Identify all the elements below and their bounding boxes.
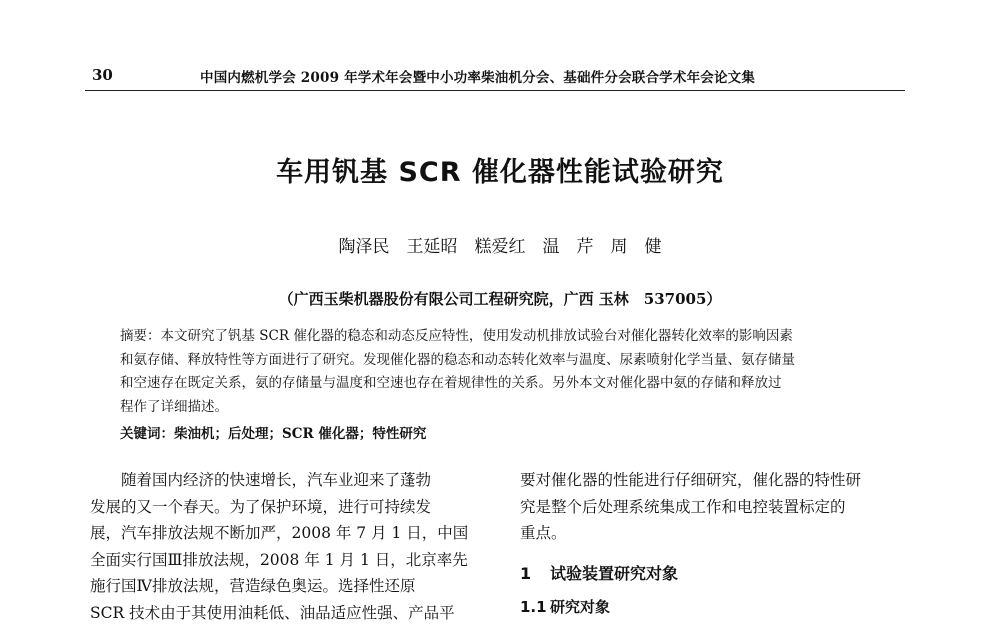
header-rule [85,90,905,91]
subsection-number: 1.1 [520,598,550,616]
body-line: 究是整个后处理系统集成工作和电控装置标定的 [520,494,920,521]
body-left-column [90,467,485,626]
affiliation: （广西玉柴机器股份有限公司工程研究院，广西 玉林 537005） [0,288,1000,309]
body-line: SCR 技术由于其使用油耗低、油品适应性强、产品平 [90,600,485,626]
section-title: 试验装置研究对象 [550,564,678,583]
abstract [120,325,900,419]
subsection-title: 研究对象 [550,598,610,616]
body-line: 展，汽车排放法规不断加严，2008 年 7 月 1 日，中国 [90,520,485,547]
abstract-line: 程作了详细描述。 [120,396,900,420]
body-line: 全面实行国Ⅲ排放法规，2008 年 1 月 1 日，北京率先 [90,547,485,574]
page-number: 30 [92,66,113,84]
author-list: 陶泽民 王延昭 糕爱红 温 芹 周 健 [0,232,1000,257]
body-line: 施行国Ⅳ排放法规，营造绿色奥运。选择性还原 [90,573,485,600]
abstract-line: 和空速存在既定关系，氨的存储量与温度和空速也存在着规律性的关系。另外本文对催化器中氨的存储和释放过 [120,372,900,396]
abstract-line: 和氨存储、释放特性等方面进行了研究。发现催化器的稳态和动态转化效率与温度、尿素喷射化学当量、氨存储量 [120,349,900,373]
running-header: 中国内燃机学会 2009 年学术年会暨中小功率柴油机分会、基础件分会联合学术年会论文集 [200,66,755,86]
body-right-column [520,467,920,547]
keywords: 关键词：柴油机；后处理；SCR 催化器；特性研究 [120,422,426,442]
body-line: 要对催化器的性能进行仔细研究，催化器的特性研 [520,467,920,494]
section-heading-1 [520,561,678,584]
paper-title: 车用钒基 SCR 催化器性能试验研究 [0,150,1000,189]
abstract-line: 摘要：本文研究了钒基 SCR 催化器的稳态和动态反应特性，使用发动机排放试验台对催化器转化效率的影响因素 [120,325,900,349]
section-number: 1 [520,564,550,583]
subsection-heading-1-1 [520,596,610,617]
body-line: 发展的又一个春天。为了保护环境，进行可持续发 [90,494,485,521]
body-line: 随着国内经济的快速增长，汽车业迎来了蓬勃 [90,467,485,494]
body-line: 重点。 [520,520,920,547]
